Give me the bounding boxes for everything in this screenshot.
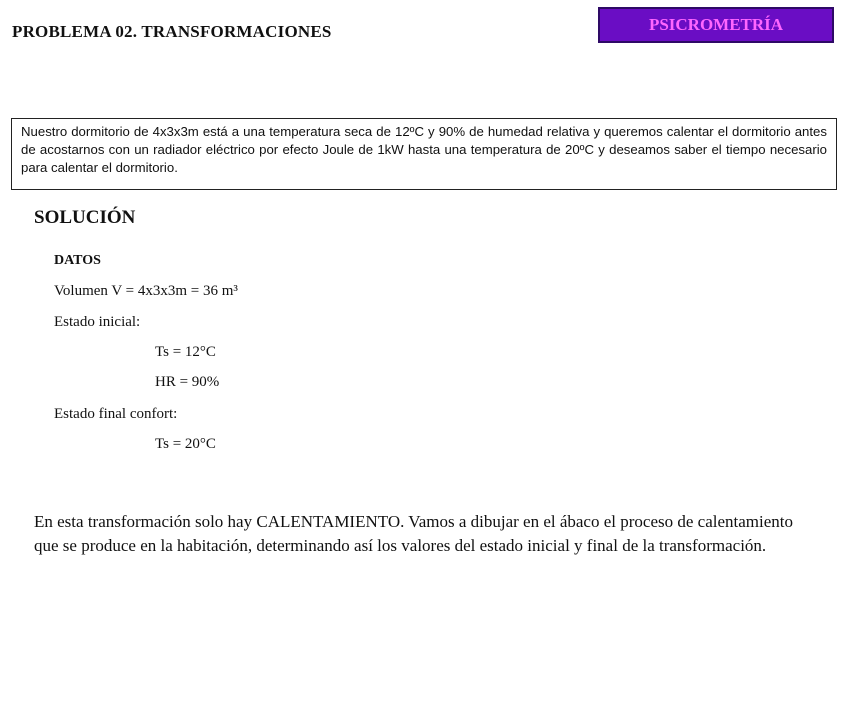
initial-dry-temp: Ts = 12°C	[155, 344, 216, 360]
final-state-label: Estado final confort:	[54, 406, 178, 422]
problem-statement: Nuestro dormitorio de 4x3x3m está a una temperatura seca de 12ºC y 90% de humedad relativa y queremos calentar el dormitorio antes de acostarnos con un radiador eléctrico por efecto Joule de 1kW hasta una temperatura de 20ºC y deseamos saber el tiempo necesario para calentar el dormitorio.	[11, 118, 837, 190]
topic-badge: PSICROMETRÍA	[598, 7, 834, 43]
data-heading: DATOS	[54, 253, 101, 268]
page-title: PROBLEMA 02. TRANSFORMACIONES	[12, 22, 332, 41]
volume-line: Volumen V = 4x3x3m = 36 m³	[54, 283, 238, 299]
solution-heading: SOLUCIÓN	[34, 207, 136, 228]
initial-relative-humidity: HR = 90%	[155, 374, 220, 390]
initial-state-label: Estado inicial:	[54, 314, 141, 330]
explanation-paragraph: En esta transformación solo hay CALENTAMIENTO. Vamos a dibujar en el ábaco el proceso de calentamiento que se produce en la habitación, determinando así los valores del estado inicial y final de la transformación.	[34, 512, 793, 555]
final-dry-temp: Ts = 20°C	[155, 436, 216, 452]
